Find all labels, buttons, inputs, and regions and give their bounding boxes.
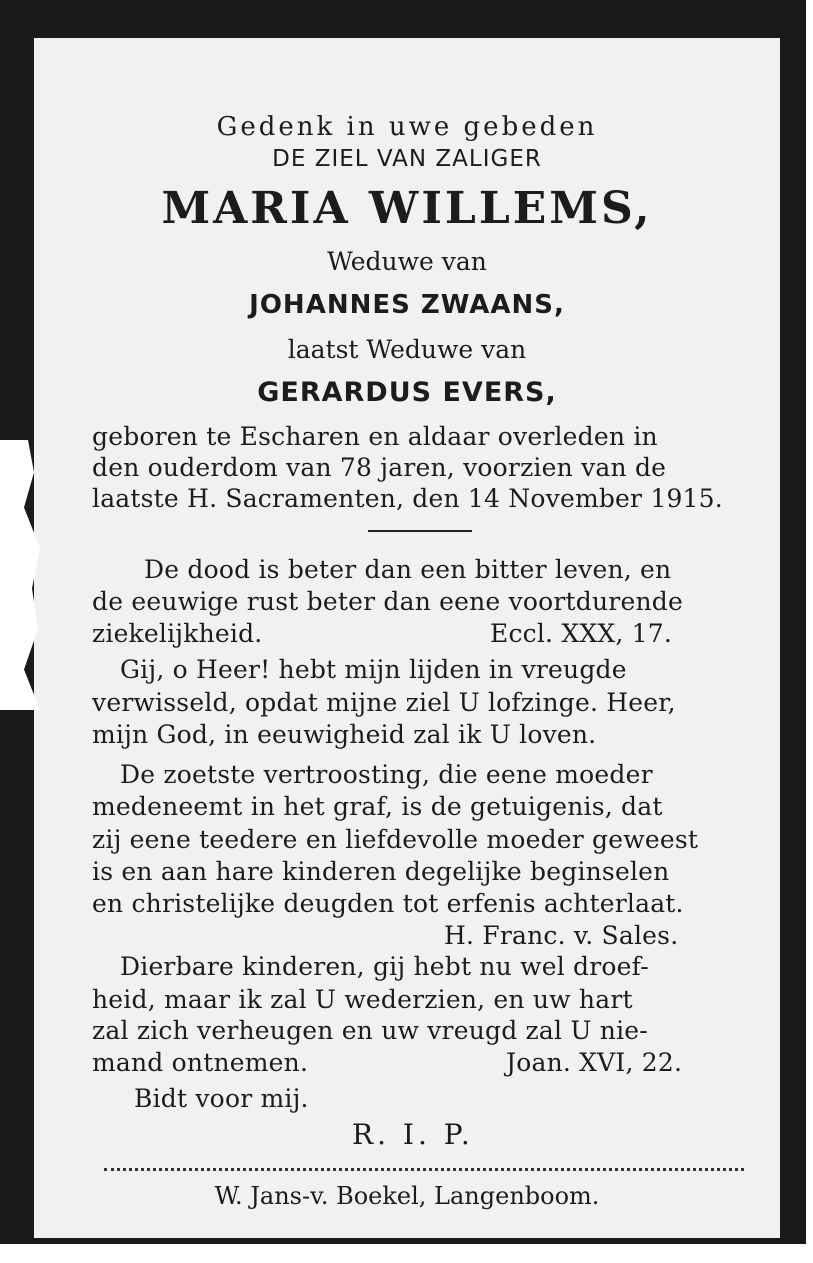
quote-line: Gij, o Heer! hebt mijn lijden in vreugde bbox=[120, 655, 627, 684]
second-husband: GERARDUS EVERS, bbox=[257, 377, 557, 408]
quote-source: Eccl. XXX, 17. bbox=[490, 619, 672, 648]
quote-source: H. Franc. v. Sales. bbox=[444, 921, 679, 950]
quote-line: mand ontnemen. bbox=[92, 1048, 309, 1077]
quote-line: zij eene teedere en liefdevolle moeder geweest bbox=[92, 825, 699, 854]
rip-mark: R. I. P. bbox=[352, 1118, 474, 1151]
quote-line: en christelijke deugden tot erfenis achterlaat. bbox=[92, 889, 684, 918]
bio-line: geboren te Escharen en aldaar overleden in bbox=[92, 422, 658, 451]
quote-line: Dierbare kinderen, gij hebt nu wel droef- bbox=[120, 952, 649, 981]
soul-of-label: DE ZIEL VAN ZALIGER bbox=[272, 146, 542, 172]
closing-prayer: Bidt voor mij. bbox=[134, 1084, 309, 1113]
quote-line: zal zich verheugen en uw vreugd zal U nie- bbox=[92, 1016, 648, 1045]
divider bbox=[368, 530, 472, 532]
bio-line: laatste H. Sacramenten, den 14 November 1915. bbox=[92, 484, 723, 513]
quote-line: verwisseld, opdat mijne ziel U lofzinge. Heer, bbox=[92, 688, 676, 717]
last-widow-of-label: laatst Weduwe van bbox=[287, 335, 527, 364]
bio-line: den ouderdom van 78 jaren, voorzien van de bbox=[92, 453, 667, 482]
quote-line: de eeuwige rust beter dan eene voortdurende bbox=[92, 587, 683, 616]
quote-line: medeneemt in het graf, is de getuigenis, dat bbox=[92, 792, 663, 821]
deceased-name: MARIA WILLEMS, bbox=[161, 183, 653, 234]
quote-line: is en aan hare kinderen degelijke beginselen bbox=[92, 857, 670, 886]
printer-credit: W. Jans-v. Boekel, Langenboom. bbox=[214, 1182, 600, 1210]
quote-line: heid, maar ik zal U wederzien, en uw hart bbox=[92, 985, 633, 1014]
prayer-request: Gedenk in uwe gebeden bbox=[216, 112, 598, 142]
widow-of-label: Weduwe van bbox=[327, 247, 487, 276]
quote-source: Joan. XVI, 22. bbox=[506, 1048, 683, 1077]
quote-line: ziekelijkheid. bbox=[92, 619, 263, 648]
first-husband: JOHANNES ZWAANS, bbox=[249, 290, 565, 320]
quote-line: De zoetste vertroosting, die eene moeder bbox=[120, 760, 653, 789]
quote-line: mijn God, in eeuwigheid zal ik U loven. bbox=[92, 720, 597, 749]
dotted-divider bbox=[104, 1168, 744, 1171]
quote-line: De dood is beter dan een bitter leven, en bbox=[144, 555, 672, 584]
